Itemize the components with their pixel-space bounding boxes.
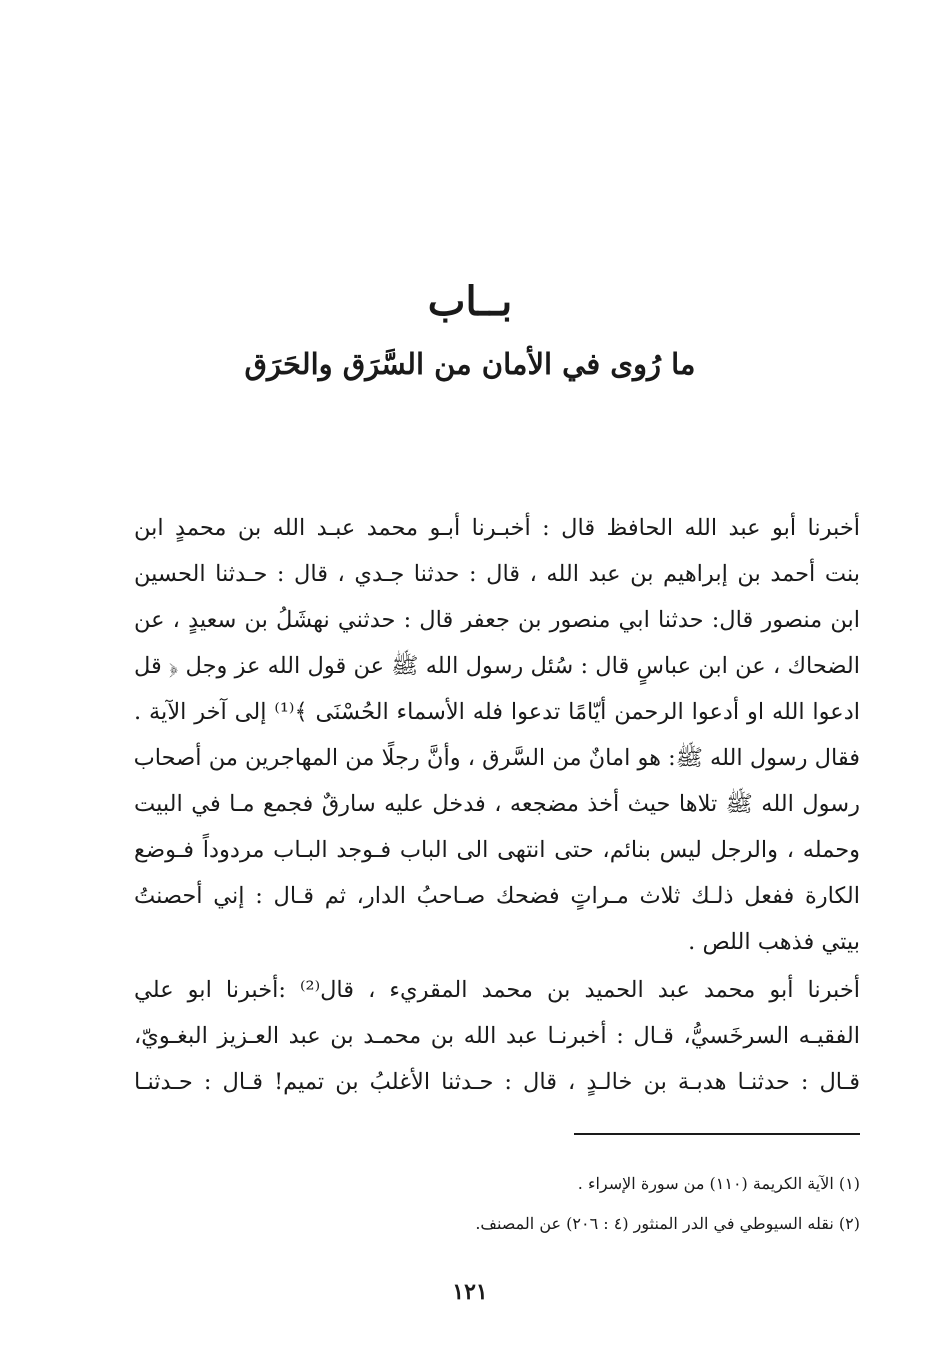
text-line: أخبرنا أبو عبد الله الحافظ قال : أخبـرنا أبـو محمد عبـد الله بن محمدٍ ابن (134, 515, 860, 541)
footnote-1: (١) الآية الكريمة (١١٠) من سورة الإسراء . (577, 1174, 860, 1193)
paragraph-1 (134, 505, 860, 965)
text-line: أخبرنا أبو محمد عبد الحميد بن محمد المقريء ، قال⁽²⁾ :أخبرنا ابو علي (134, 977, 860, 1003)
chapter-title: بــاب (427, 278, 513, 325)
text-line: قـال : حدثنـا هدبـة بن خالـدٍ ، قال : حـدثنا الأغلبُ بن تميم! قـال : حـدثنـا (134, 1069, 860, 1095)
text-line: فقال رسول الله ﷺ: هو امانٌ من السَّرق ، وأنَّ رجلًا من المهاجرين من أصحاب (134, 745, 860, 771)
text-line: ابن منصور قال: حدثنا ابي منصور بن جعفر قال : حدثني نهشَلُ بن سعيدٍ ، عن (134, 607, 860, 633)
text-line: الضحاك ، عن ابن عباسٍ قال : سُئل رسول الله ﷺ عن قول الله عز وجل ﴿ قل (134, 653, 860, 679)
paragraph-2 (134, 967, 860, 1105)
footnotes (134, 1164, 860, 1244)
chapter-subtitle: ما رُوى في الأمان من السَّرَق والحَرَق (244, 347, 696, 381)
text-line: رسول الله ﷺ تلاها حيث أخذ مضجعه ، فدخل عليه سارقٌ فجمع مـا في البيت (134, 791, 860, 817)
text-line: الكارة ففعل ذلـك ثلاث مـراتٍ فضحك صـاحبُ الدار، ثم قـال : إني أحصنتُ (134, 883, 860, 909)
page-number: ١٢١ (452, 1279, 488, 1305)
text-line: بيتي فذهب اللص . (688, 929, 860, 955)
footnote-divider (574, 1133, 860, 1135)
text-line: بنت أحمد بن إبراهيم بن عبد الله ، قال : حدثنا جـدي ، قال : حـدثنا الحسين (134, 561, 860, 587)
footnote-2: (٢) نقله السيوطي في الدر المنثور (٤ : ٢٠٦) عن المصنف. (475, 1214, 860, 1233)
text-line: وحمله ، والرجل ليس بنائم، حتى انتهى الى الباب فـوجد البـاب مردوداً فـوضع (134, 837, 860, 863)
text-line: الفقيـه السرخَسيُّ، قـال : أخبرنـا عبد الله بن محمـد بن عبد العـزيز البغـويّ، (134, 1023, 860, 1049)
text-line: ادعوا الله او أدعوا الرحمن أيّامًا تدعوا فله الأسماء الحُسْنَى ﴾⁽¹⁾ إلى آخر الآية . (134, 699, 860, 725)
